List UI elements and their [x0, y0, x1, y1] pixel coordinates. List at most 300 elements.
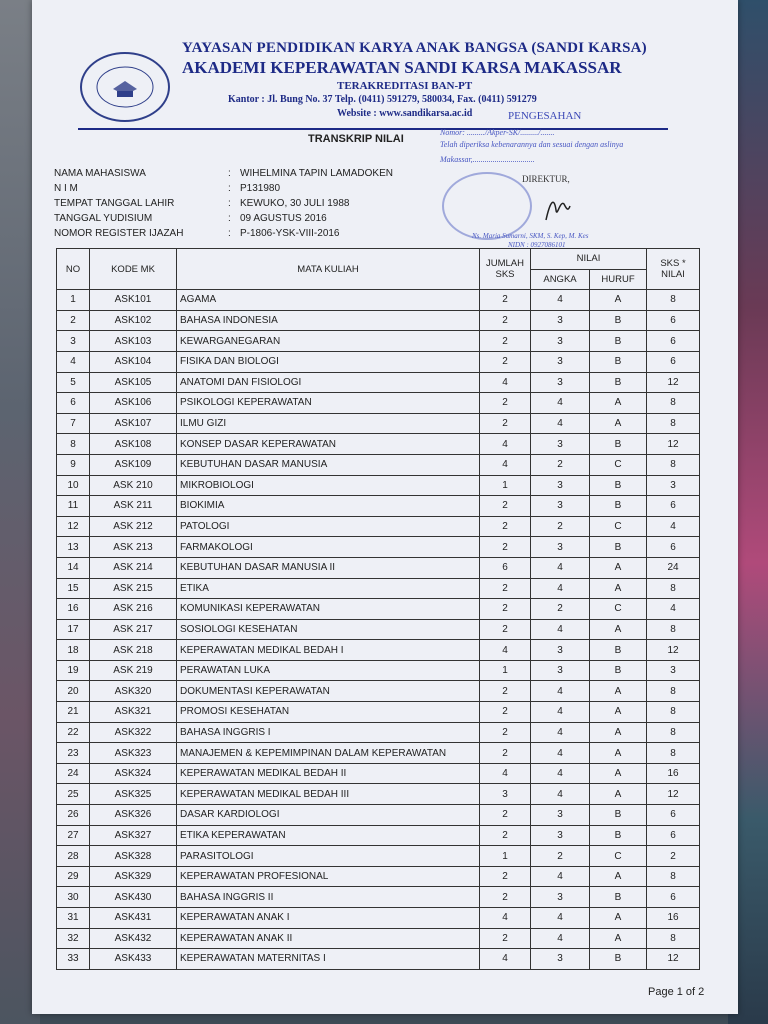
- course-name: KEPERAWATAN MEDIKAL BEDAH II: [177, 763, 480, 784]
- sks-times-grade: 4: [647, 599, 700, 620]
- course-sks: 2: [480, 681, 531, 702]
- course-sks: 2: [480, 599, 531, 620]
- sks-times-grade: 8: [647, 454, 700, 475]
- sks-times-grade: 8: [647, 928, 700, 949]
- grade-letter: C: [590, 454, 647, 475]
- grade-number: 4: [531, 681, 590, 702]
- table-row: [57, 413, 700, 434]
- course-sks: 1: [480, 475, 531, 496]
- table-row: [57, 805, 700, 826]
- info-label: NOMOR REGISTER IJAZAH: [54, 228, 184, 239]
- table-row: [57, 372, 700, 393]
- row-no: 2: [57, 310, 90, 331]
- row-no: 15: [57, 578, 90, 599]
- student-birth: KEWUKO, 30 JULI 1988: [240, 198, 350, 209]
- table-row: [57, 763, 700, 784]
- course-sks: 2: [480, 619, 531, 640]
- table-row: [57, 908, 700, 929]
- grade-number: 4: [531, 578, 590, 599]
- course-sks: 4: [480, 640, 531, 661]
- director-label: DIREKTUR,: [522, 174, 570, 184]
- grade-number: 3: [531, 640, 590, 661]
- grade-letter: A: [590, 722, 647, 743]
- course-sks: 4: [480, 454, 531, 475]
- course-sks: 2: [480, 702, 531, 723]
- grade-letter: B: [590, 475, 647, 496]
- grade-number: 4: [531, 722, 590, 743]
- course-name: KEPERAWATAN MATERNITAS I: [177, 949, 480, 970]
- row-no: 13: [57, 537, 90, 558]
- course-code: ASK 216: [90, 599, 177, 620]
- table-row: [57, 516, 700, 537]
- grade-number: 2: [531, 516, 590, 537]
- course-sks: 1: [480, 846, 531, 867]
- signature: [542, 192, 572, 226]
- grade-number: 4: [531, 393, 590, 414]
- row-no: 4: [57, 351, 90, 372]
- grade-letter: B: [590, 434, 647, 455]
- director-name: Ns. Maria Sumarni, SKM, S. Kep, M. Kes: [472, 232, 589, 240]
- course-code: ASK326: [90, 805, 177, 826]
- row-no: 16: [57, 599, 90, 620]
- row-no: 25: [57, 784, 90, 805]
- course-name: PARASITOLOGI: [177, 846, 480, 867]
- row-no: 26: [57, 805, 90, 826]
- table-row: [57, 496, 700, 517]
- grade-letter: B: [590, 331, 647, 352]
- academy-logo: [80, 52, 170, 122]
- grade-letter: B: [590, 496, 647, 517]
- course-code: ASK 215: [90, 578, 177, 599]
- course-code: ASK 213: [90, 537, 177, 558]
- col-kode: KODE MK: [90, 249, 177, 290]
- row-no: 24: [57, 763, 90, 784]
- sks-times-grade: 16: [647, 763, 700, 784]
- website-text: Website : www.sandikarsa.ac.id: [337, 108, 473, 119]
- grade-letter: C: [590, 516, 647, 537]
- sks-times-grade: 6: [647, 805, 700, 826]
- course-name: KONSEP DASAR KEPERAWATAN: [177, 434, 480, 455]
- row-no: 9: [57, 454, 90, 475]
- course-name: BAHASA INDONESIA: [177, 310, 480, 331]
- sks-times-grade: 8: [647, 413, 700, 434]
- course-name: KEPERAWATAN PROFESIONAL: [177, 866, 480, 887]
- sks-times-grade: 6: [647, 537, 700, 558]
- table-row: [57, 351, 700, 372]
- row-no: 27: [57, 825, 90, 846]
- course-code: ASK322: [90, 722, 177, 743]
- course-sks: 3: [480, 784, 531, 805]
- grade-number: 3: [531, 475, 590, 496]
- course-name: BAHASA INGGRIS I: [177, 722, 480, 743]
- course-name: KEBUTUHAN DASAR MANUSIA: [177, 454, 480, 475]
- course-code: ASK 214: [90, 557, 177, 578]
- course-code: ASK327: [90, 825, 177, 846]
- table-row: [57, 949, 700, 970]
- grade-letter: C: [590, 599, 647, 620]
- table-row: [57, 290, 700, 311]
- row-no: 29: [57, 866, 90, 887]
- sks-times-grade: 12: [647, 434, 700, 455]
- row-no: 6: [57, 393, 90, 414]
- sks-times-grade: 8: [647, 578, 700, 599]
- row-no: 7: [57, 413, 90, 434]
- sks-times-grade: 12: [647, 640, 700, 661]
- row-no: 12: [57, 516, 90, 537]
- table-row: [57, 722, 700, 743]
- course-code: ASK 218: [90, 640, 177, 661]
- course-code: ASK 210: [90, 475, 177, 496]
- course-name: SOSIOLOGI KESEHATAN: [177, 619, 480, 640]
- sks-times-grade: 8: [647, 866, 700, 887]
- sks-times-grade: 12: [647, 784, 700, 805]
- sks-times-grade: 12: [647, 949, 700, 970]
- course-sks: 2: [480, 496, 531, 517]
- course-name: FISIKA DAN BIOLOGI: [177, 351, 480, 372]
- course-code: ASK 211: [90, 496, 177, 517]
- grade-number: 3: [531, 825, 590, 846]
- row-no: 32: [57, 928, 90, 949]
- course-code: ASK107: [90, 413, 177, 434]
- course-sks: 2: [480, 578, 531, 599]
- grade-letter: A: [590, 784, 647, 805]
- row-no: 23: [57, 743, 90, 764]
- table-row: [57, 434, 700, 455]
- table-row: [57, 866, 700, 887]
- validation-note: Telah diperiksa kebenarannya dan sesuai dengan aslinya: [440, 140, 624, 149]
- course-code: ASK328: [90, 846, 177, 867]
- table-row: [57, 681, 700, 702]
- col-sks-nilai: SKS * NILAI: [647, 249, 700, 290]
- grade-number: 3: [531, 887, 590, 908]
- grades-table: [56, 248, 700, 970]
- sks-times-grade: 4: [647, 516, 700, 537]
- sks-times-grade: 24: [647, 557, 700, 578]
- course-name: ETIKA: [177, 578, 480, 599]
- row-no: 8: [57, 434, 90, 455]
- grade-number: 4: [531, 290, 590, 311]
- course-code: ASK323: [90, 743, 177, 764]
- info-colon: :: [228, 213, 231, 224]
- yudisium-date: 09 AGUSTUS 2016: [240, 213, 327, 224]
- row-no: 19: [57, 660, 90, 681]
- row-no: 20: [57, 681, 90, 702]
- course-sks: 2: [480, 310, 531, 331]
- grade-letter: B: [590, 949, 647, 970]
- course-sks: 4: [480, 949, 531, 970]
- row-no: 5: [57, 372, 90, 393]
- grade-number: 4: [531, 413, 590, 434]
- course-name: BIOKIMIA: [177, 496, 480, 517]
- validation-title: PENGESAHAN: [508, 110, 582, 122]
- table-row: [57, 846, 700, 867]
- grade-letter: A: [590, 743, 647, 764]
- ijazah-number: P-1806-YSK-VIII-2016: [240, 228, 340, 239]
- grade-letter: A: [590, 702, 647, 723]
- grade-number: 3: [531, 660, 590, 681]
- col-sks: JUMLAH SKS: [480, 249, 531, 290]
- row-no: 33: [57, 949, 90, 970]
- grade-number: 4: [531, 908, 590, 929]
- course-name: MIKROBIOLOGI: [177, 475, 480, 496]
- grade-number: 3: [531, 537, 590, 558]
- course-name: ANATOMI DAN FISIOLOGI: [177, 372, 480, 393]
- course-code: ASK433: [90, 949, 177, 970]
- col-no: NO: [57, 249, 90, 290]
- sks-times-grade: 8: [647, 619, 700, 640]
- row-no: 1: [57, 290, 90, 311]
- grade-number: 4: [531, 743, 590, 764]
- transcript-document: [32, 0, 738, 1014]
- sks-times-grade: 6: [647, 496, 700, 517]
- table-row: [57, 825, 700, 846]
- course-name: ETIKA KEPERAWATAN: [177, 825, 480, 846]
- row-no: 17: [57, 619, 90, 640]
- table-row: [57, 331, 700, 352]
- grade-number: 3: [531, 805, 590, 826]
- course-code: ASK325: [90, 784, 177, 805]
- course-code: ASK430: [90, 887, 177, 908]
- course-sks: 2: [480, 393, 531, 414]
- grades-body: [57, 290, 700, 970]
- grade-letter: A: [590, 290, 647, 311]
- course-code: ASK432: [90, 928, 177, 949]
- grade-letter: B: [590, 351, 647, 372]
- sks-times-grade: 8: [647, 393, 700, 414]
- info-colon: :: [228, 168, 231, 179]
- course-sks: 2: [480, 351, 531, 372]
- course-sks: 6: [480, 557, 531, 578]
- table-row: [57, 537, 700, 558]
- course-sks: 2: [480, 722, 531, 743]
- sks-times-grade: 8: [647, 702, 700, 723]
- course-name: PATOLOGI: [177, 516, 480, 537]
- grade-letter: A: [590, 413, 647, 434]
- sks-times-grade: 3: [647, 660, 700, 681]
- course-name: DASAR KARDIOLOGI: [177, 805, 480, 826]
- course-code: ASK106: [90, 393, 177, 414]
- grade-number: 4: [531, 763, 590, 784]
- grade-number: 3: [531, 434, 590, 455]
- grade-letter: A: [590, 557, 647, 578]
- course-sks: 4: [480, 763, 531, 784]
- info-label: TANGGAL YUDISIUM: [54, 213, 153, 224]
- grade-letter: B: [590, 825, 647, 846]
- table-row: [57, 887, 700, 908]
- course-sks: 4: [480, 372, 531, 393]
- table-row: [57, 578, 700, 599]
- row-no: 14: [57, 557, 90, 578]
- course-code: ASK109: [90, 454, 177, 475]
- info-label: TEMPAT TANGGAL LAHIR: [54, 198, 175, 209]
- row-no: 18: [57, 640, 90, 661]
- header-divider: [78, 128, 668, 130]
- table-row: [57, 660, 700, 681]
- document-title: TRANSKRIP NILAI: [308, 133, 404, 145]
- info-colon: :: [228, 228, 231, 239]
- grade-letter: B: [590, 537, 647, 558]
- grade-letter: C: [590, 846, 647, 867]
- course-sks: 2: [480, 887, 531, 908]
- course-name: DOKUMENTASI KEPERAWATAN: [177, 681, 480, 702]
- grade-letter: B: [590, 640, 647, 661]
- grade-number: 4: [531, 928, 590, 949]
- grade-number: 3: [531, 949, 590, 970]
- table-row: [57, 743, 700, 764]
- grade-number: 3: [531, 351, 590, 372]
- col-mata-kuliah: MATA KULIAH: [177, 249, 480, 290]
- course-name: MANAJEMEN & KEPEMIMPINAN DALAM KEPERAWATAN: [177, 743, 480, 764]
- table-row: [57, 310, 700, 331]
- course-code: ASK103: [90, 331, 177, 352]
- grade-letter: A: [590, 578, 647, 599]
- table-row: [57, 454, 700, 475]
- grade-letter: B: [590, 660, 647, 681]
- course-name: ILMU GIZI: [177, 413, 480, 434]
- grade-number: 2: [531, 599, 590, 620]
- sks-times-grade: 12: [647, 372, 700, 393]
- course-name: PERAWATAN LUKA: [177, 660, 480, 681]
- course-name: KOMUNIKASI KEPERAWATAN: [177, 599, 480, 620]
- table-row: [57, 393, 700, 414]
- grade-number: 2: [531, 454, 590, 475]
- letterhead: [32, 0, 738, 140]
- academy-name: AKADEMI KEPERAWATAN SANDI KARSA MAKASSAR: [182, 58, 622, 77]
- table-row: [57, 702, 700, 723]
- course-name: KEPERAWATAN MEDIKAL BEDAH III: [177, 784, 480, 805]
- grade-number: 4: [531, 619, 590, 640]
- grade-letter: B: [590, 372, 647, 393]
- sks-times-grade: 2: [647, 846, 700, 867]
- grade-number: 3: [531, 310, 590, 331]
- course-code: ASK324: [90, 763, 177, 784]
- course-sks: 2: [480, 825, 531, 846]
- row-no: 28: [57, 846, 90, 867]
- col-huruf: HURUF: [590, 269, 647, 290]
- grade-number: 3: [531, 372, 590, 393]
- row-no: 3: [57, 331, 90, 352]
- grade-number: 4: [531, 702, 590, 723]
- info-label: NAMA MAHASISWA: [54, 168, 146, 179]
- info-colon: :: [228, 198, 231, 209]
- course-sks: 1: [480, 660, 531, 681]
- grade-letter: A: [590, 866, 647, 887]
- foundation-name: YAYASAN PENDIDIKAN KARYA ANAK BANGSA (SANDI KARSA): [182, 40, 647, 56]
- col-nilai: NILAI: [531, 249, 647, 270]
- course-code: ASK329: [90, 866, 177, 887]
- course-sks: 2: [480, 516, 531, 537]
- sks-times-grade: 6: [647, 887, 700, 908]
- grade-letter: B: [590, 887, 647, 908]
- course-code: ASK320: [90, 681, 177, 702]
- course-name: PROMOSI KESEHATAN: [177, 702, 480, 723]
- info-label: N I M: [54, 183, 78, 194]
- sks-times-grade: 6: [647, 331, 700, 352]
- course-sks: 2: [480, 928, 531, 949]
- row-no: 10: [57, 475, 90, 496]
- table-row: [57, 557, 700, 578]
- course-code: ASK102: [90, 310, 177, 331]
- course-code: ASK108: [90, 434, 177, 455]
- sks-times-grade: 6: [647, 825, 700, 846]
- course-sks: 2: [480, 743, 531, 764]
- grade-number: 3: [531, 496, 590, 517]
- row-no: 11: [57, 496, 90, 517]
- course-code: ASK 219: [90, 660, 177, 681]
- course-name: PSIKOLOGI KEPERAWATAN: [177, 393, 480, 414]
- grade-number: 4: [531, 784, 590, 805]
- course-code: ASK321: [90, 702, 177, 723]
- course-sks: 2: [480, 805, 531, 826]
- sks-times-grade: 8: [647, 681, 700, 702]
- course-sks: 2: [480, 413, 531, 434]
- validation-place: Makassar,...............................: [440, 155, 535, 164]
- row-no: 22: [57, 722, 90, 743]
- official-stamp: [442, 172, 532, 240]
- sks-times-grade: 8: [647, 290, 700, 311]
- row-no: 21: [57, 702, 90, 723]
- grade-number: 4: [531, 866, 590, 887]
- course-code: ASK104: [90, 351, 177, 372]
- course-name: FARMAKOLOGI: [177, 537, 480, 558]
- grade-letter: A: [590, 681, 647, 702]
- course-name: AGAMA: [177, 290, 480, 311]
- col-angka: ANGKA: [531, 269, 590, 290]
- table-row: [57, 475, 700, 496]
- course-sks: 2: [480, 290, 531, 311]
- student-nim: P131980: [240, 183, 281, 194]
- sks-times-grade: 6: [647, 310, 700, 331]
- student-name: WIHELMINA TAPIN LAMADOKEN: [240, 168, 393, 179]
- info-colon: :: [228, 183, 231, 194]
- grade-letter: B: [590, 310, 647, 331]
- grade-letter: A: [590, 928, 647, 949]
- table-row: [57, 619, 700, 640]
- course-name: KEWARGANEGARAN: [177, 331, 480, 352]
- table-row: [57, 640, 700, 661]
- table-row: [57, 928, 700, 949]
- director-nidn: NIDN : 0927086101: [508, 241, 566, 249]
- grade-number: 2: [531, 846, 590, 867]
- accreditation-text: TERAKREDITASI BAN-PT: [337, 80, 473, 92]
- sks-times-grade: 6: [647, 351, 700, 372]
- grade-letter: B: [590, 805, 647, 826]
- grade-letter: A: [590, 619, 647, 640]
- row-no: 31: [57, 908, 90, 929]
- course-sks: 4: [480, 434, 531, 455]
- course-code: ASK105: [90, 372, 177, 393]
- course-sks: 2: [480, 537, 531, 558]
- grade-letter: A: [590, 908, 647, 929]
- course-name: KEPERAWATAN ANAK II: [177, 928, 480, 949]
- course-sks: 2: [480, 331, 531, 352]
- grade-letter: A: [590, 763, 647, 784]
- course-sks: 2: [480, 866, 531, 887]
- address-text: Kantor : Jl. Bung No. 37 Telp. (0411) 591279, 580034, Fax. (0411) 591279: [228, 94, 537, 105]
- sks-times-grade: 8: [647, 743, 700, 764]
- table-row: [57, 599, 700, 620]
- grade-number: 4: [531, 557, 590, 578]
- grade-number: 3: [531, 331, 590, 352]
- table-row: [57, 784, 700, 805]
- course-name: KEPERAWATAN MEDIKAL BEDAH I: [177, 640, 480, 661]
- sks-times-grade: 8: [647, 722, 700, 743]
- page-number: Page 1 of 2: [648, 986, 705, 998]
- course-name: KEBUTUHAN DASAR MANUSIA II: [177, 557, 480, 578]
- course-code: ASK101: [90, 290, 177, 311]
- sks-times-grade: 16: [647, 908, 700, 929]
- validation-number: Nomor: ........./Akper-SK/........./.......: [440, 128, 555, 137]
